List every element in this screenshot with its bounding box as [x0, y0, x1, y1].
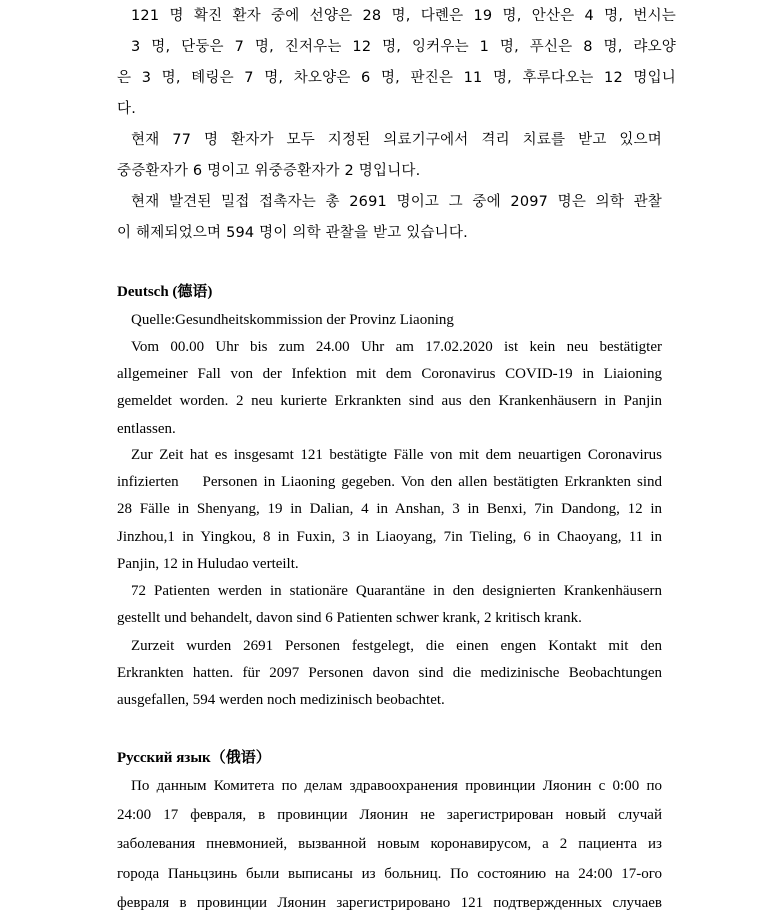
german-section-heading: Deutsch (德语)	[117, 284, 213, 300]
text-line: allgemeiner Fall von der Infektion mit dem Coronavirus COVID-19 in Liaioning	[117, 366, 662, 383]
text-line: Zurzeit wurden 2691 Personen festgelegt, die einen engen Kontakt mit den	[131, 638, 662, 654]
text-line: Vom 00.00 Uhr bis zum 24.00 Uhr am 17.02.2020 ist kein neu bestätigter	[131, 339, 662, 355]
korean-paragraph-cases	[117, 1, 676, 125]
german-paragraph-treatment	[117, 578, 662, 632]
text-line: 3 명, 단둥은 7 명, 진저우는 12 명, 잉커우는 1 명, 푸신은 8 명, 랴오양	[131, 39, 676, 55]
text-line: февраля в провинции Ляонин зарегистрировано 121 подтвержденных случаев	[117, 894, 662, 911]
korean-paragraph-contacts	[117, 187, 662, 249]
text-line: infizierten Personen in Liaoning gegeben. Von den allen bestätigten Erkrankten sind	[117, 474, 662, 491]
text-line: 중증환자가 6 명이고 위중증환자가 2 명입니다.	[117, 163, 421, 179]
text-line: По данным Комитета по делам здравоохранения провинции Ляонин с 0:00 по	[131, 778, 662, 794]
german-paragraph-contacts	[117, 633, 662, 715]
german-paragraph-report	[117, 334, 662, 443]
text-line: 24:00 17 февраля, в провинции Ляонин не зарегистрирован новый случай	[117, 807, 662, 824]
text-line: Jinzhou,1 in Yingkou, 8 in Fuxin, 3 in Liaoyang, 7in Tieling, 6 in Chaoyang, 11 in	[117, 528, 662, 545]
text-line: entlassen.	[117, 420, 176, 437]
text-line: 현재 77 명 환자가 모두 지정된 의료기구에서 격리 치료를 받고 있으며	[131, 132, 662, 148]
text-line: 은 3 명, 톄링은 7 명, 차오양은 6 명, 판진은 11 명, 후루다오는 12 명입니	[117, 70, 676, 86]
german-source-line	[117, 307, 662, 334]
korean-paragraph-treatment	[117, 125, 662, 187]
text-line: города Паньцзинь были выписаны из больниц. По состоянию на 24:00 17-ого	[117, 865, 662, 882]
text-line: 다.	[117, 101, 137, 117]
russian-section-heading: Русский язык（俄语）	[117, 750, 271, 766]
german-paragraph-cases	[117, 442, 662, 578]
text-line: 121 명 확진 환자 중에 선양은 28 명, 다롄은 19 명, 안산은 4 명, 번시는	[131, 8, 676, 24]
text-line: gestellt und behandelt, davon sind 6 Patienten schwer krank, 2 kritisch krank.	[117, 610, 582, 627]
text-line: 이 해제되었으며 594 명이 의학 관찰을 받고 있습니다.	[117, 225, 468, 241]
text-line: Erkrankten hatten. für 2097 Personen davon sind die medizinische Beobachtungen	[117, 665, 662, 682]
text-line: 28 Fälle in Shenyang, 19 in Dalian, 4 in Anshan, 3 in Benxi, 7in Dandong, 12 in	[117, 501, 662, 518]
text-line: Zur Zeit hat es insgesamt 121 bestätigte Fälle von mit dem neuartigen Coronavirus	[131, 447, 662, 463]
text-line: Quelle:Gesundheitskommission der Provinz Liaoning	[131, 312, 454, 328]
russian-paragraph-report	[117, 772, 662, 918]
text-line: 현재 발견된 밀접 접촉자는 총 2691 명이고 그 중에 2097 명은 의학 관찰	[131, 194, 662, 210]
text-line: заболевания пневмонией, вызванной новым коронавирусом, а 2 пациента из	[117, 836, 662, 853]
text-line: 72 Patienten werden in stationäre Quarantäne in den designierten Krankenhäusern	[131, 583, 662, 599]
text-line: ausgefallen, 594 werden noch medizinisch beobachtet.	[117, 692, 445, 709]
text-line: Panjin, 12 in Huludao verteilt.	[117, 555, 299, 572]
text-line: gemeldet worden. 2 neu kurierte Erkrankten sind aus den Krankenhäusern in Panjin	[117, 393, 662, 410]
